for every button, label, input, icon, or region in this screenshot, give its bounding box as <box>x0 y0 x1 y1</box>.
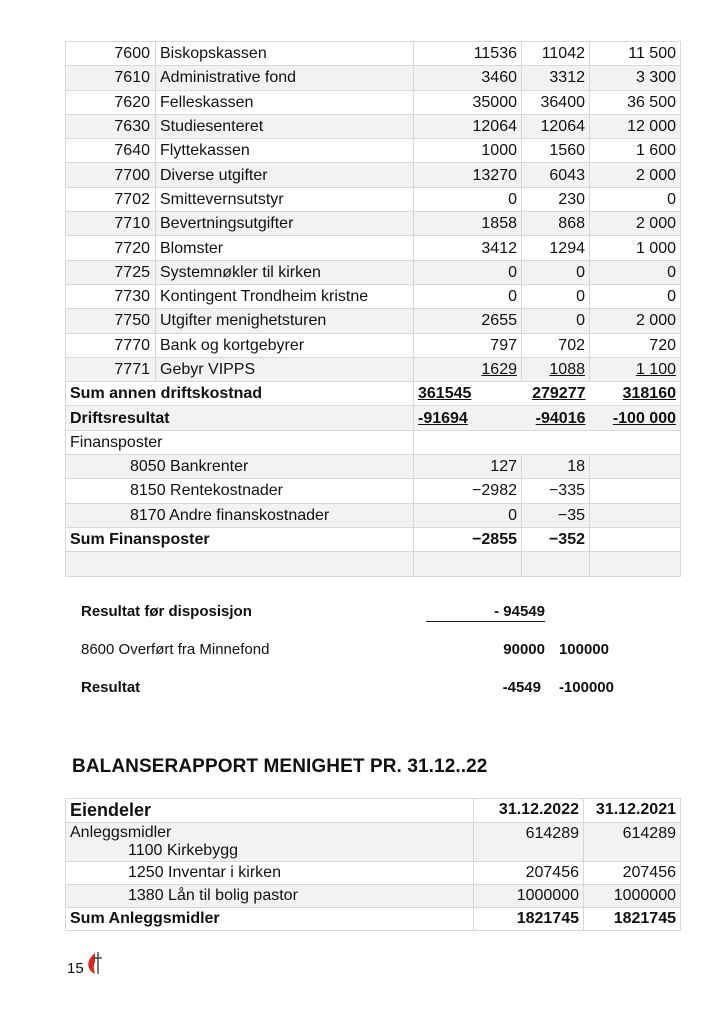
anleggsmidler-cell <box>66 823 474 862</box>
table-row <box>66 309 681 333</box>
value-col3: 2 000 <box>590 309 681 333</box>
value-col3: 12 000 <box>590 114 681 138</box>
value-col3: 2 000 <box>590 163 681 187</box>
resultat-label: Resultat <box>81 679 141 696</box>
table-row <box>66 212 681 236</box>
account-name: Blomster <box>156 236 414 260</box>
table-row <box>66 823 681 862</box>
table-row <box>66 163 681 187</box>
balance-item-label: 1380 Lån til bolig pastor <box>66 885 474 908</box>
value-col2: 230 <box>522 187 590 211</box>
value-col2: 36400 <box>522 90 590 114</box>
table-row <box>66 114 681 138</box>
value-col1: 0 <box>414 284 522 308</box>
table-row <box>66 479 681 503</box>
value-col3: 11 500 <box>590 42 681 66</box>
value-col1: 1629 <box>414 357 522 381</box>
driftsresultat-label: Driftsresultat <box>66 406 414 430</box>
finansposter-label: Finansposter <box>66 430 414 454</box>
table-row <box>66 42 681 66</box>
eiendeler-header: Eiendeler <box>66 799 474 823</box>
driftsresultat-col2: -94016 <box>522 406 590 430</box>
account-code: 7750 <box>66 309 156 333</box>
table-row <box>66 236 681 260</box>
balance-col2: 614289 <box>584 823 681 862</box>
sum-annen-row <box>66 382 681 406</box>
balance-item-label: 1250 Inventar i kirken <box>66 862 474 885</box>
overfort-col2: 100000 <box>558 641 609 658</box>
balance-col1: 614289 <box>474 823 584 862</box>
account-name: Gebyr VIPPS <box>156 357 414 381</box>
driftsresultat-row <box>66 406 681 430</box>
sum-anleggsmidler-col1: 1821745 <box>474 908 584 931</box>
empty-cell <box>590 527 681 551</box>
value-col2: 11042 <box>522 42 590 66</box>
value-col2: 868 <box>522 212 590 236</box>
balance-title: BALANSERAPPORT MENIGHET PR. 31.12..22 <box>72 756 488 777</box>
value-col3: 0 <box>590 187 681 211</box>
finansposter-header-row <box>66 430 681 454</box>
account-code: 7770 <box>66 333 156 357</box>
finans-label: 8050 Bankrenter <box>66 455 414 479</box>
account-name: Flyttekassen <box>156 139 414 163</box>
value-col3: 0 <box>590 284 681 308</box>
empty-cell <box>590 503 681 527</box>
table-row <box>66 90 681 114</box>
value-col2: 12064 <box>522 114 590 138</box>
value-col3: 0 <box>590 260 681 284</box>
sum-finans-col1: −2855 <box>414 527 522 551</box>
empty-cell <box>66 552 414 576</box>
account-name: Studiesenteret <box>156 114 414 138</box>
account-code: 7720 <box>66 236 156 260</box>
value-col2: 3312 <box>522 66 590 90</box>
table-row <box>66 862 681 885</box>
value-col1: 35000 <box>414 90 522 114</box>
account-code: 7710 <box>66 212 156 236</box>
balance-col2: 1000000 <box>584 885 681 908</box>
empty-cell <box>590 455 681 479</box>
empty-row <box>66 552 681 576</box>
table-row <box>66 885 681 908</box>
cross-and-flame-icon <box>86 950 104 976</box>
empty-cell <box>414 430 681 454</box>
value-col2: 0 <box>522 260 590 284</box>
value-col1: 0 <box>414 260 522 284</box>
sum-finansposter-row <box>66 527 681 551</box>
value-col1: 11536 <box>414 42 522 66</box>
sum-anleggsmidler-col2: 1821745 <box>584 908 681 931</box>
sum-col3: 318160 <box>590 382 681 406</box>
sum-col2: 279277 <box>522 382 590 406</box>
account-name: Administrative fond <box>156 66 414 90</box>
value-col1: 1858 <box>414 212 522 236</box>
value-col3: 2 000 <box>590 212 681 236</box>
table-row <box>66 503 681 527</box>
account-code: 7771 <box>66 357 156 381</box>
table-row <box>66 187 681 211</box>
value-col2: 1088 <box>522 357 590 381</box>
table-row <box>66 455 681 479</box>
page-number: 15 <box>67 960 84 977</box>
value-col1: 3460 <box>414 66 522 90</box>
account-code: 7730 <box>66 284 156 308</box>
finans-col1: 127 <box>414 455 522 479</box>
account-code: 7620 <box>66 90 156 114</box>
balance-col2: 207456 <box>584 862 681 885</box>
finans-label: 8170 Andre finanskostnader <box>66 503 414 527</box>
table-row <box>66 260 681 284</box>
account-code: 7600 <box>66 42 156 66</box>
account-code: 7640 <box>66 139 156 163</box>
driftsresultat-col3: -100 000 <box>590 406 681 430</box>
sum-finans-col2: −352 <box>522 527 590 551</box>
value-col1: 797 <box>414 333 522 357</box>
value-col2: 1560 <box>522 139 590 163</box>
empty-cell <box>590 479 681 503</box>
sum-anleggsmidler-label: Sum Anleggsmidler <box>66 908 474 931</box>
account-name: Felleskassen <box>156 90 414 114</box>
balance-sum-row <box>66 908 681 931</box>
account-code: 7702 <box>66 187 156 211</box>
value-col2: 0 <box>522 284 590 308</box>
finans-col2: −335 <box>522 479 590 503</box>
value-col1: 12064 <box>414 114 522 138</box>
account-code: 7700 <box>66 163 156 187</box>
resultat-for-disposisjon-label: Resultat før disposisjon <box>81 603 252 620</box>
sum-col1: 361545 <box>414 382 522 406</box>
value-col1: 3412 <box>414 236 522 260</box>
account-code: 7610 <box>66 66 156 90</box>
value-col3: 3 300 <box>590 66 681 90</box>
table-row <box>66 357 681 381</box>
finans-col2: −35 <box>522 503 590 527</box>
empty-cell <box>522 552 590 576</box>
finans-col1: 0 <box>414 503 522 527</box>
empty-cell <box>414 552 522 576</box>
value-col2: 702 <box>522 333 590 357</box>
account-code: 7725 <box>66 260 156 284</box>
value-col3: 36 500 <box>590 90 681 114</box>
balance-header-row <box>66 799 681 823</box>
overfort-label: 8600 Overført fra Minnefond <box>81 641 270 658</box>
sum-label: Sum annen driftskostnad <box>66 382 414 406</box>
value-col1: 1000 <box>414 139 522 163</box>
value-col3: 1 600 <box>590 139 681 163</box>
table-row <box>66 284 681 308</box>
driftsresultat-col1: -91694 <box>414 406 522 430</box>
value-col1: 0 <box>414 187 522 211</box>
account-name: Diverse utgifter <box>156 163 414 187</box>
finans-col2: 18 <box>522 455 590 479</box>
value-col3: 1 100 <box>590 357 681 381</box>
value-col3: 1 000 <box>590 236 681 260</box>
account-name: Bevertningsutgifter <box>156 212 414 236</box>
table-row <box>66 139 681 163</box>
value-col1: 13270 <box>414 163 522 187</box>
account-name: Biskopskassen <box>156 42 414 66</box>
value-col2: 1294 <box>522 236 590 260</box>
anleggsmidler-label: Anleggsmidler <box>70 824 172 841</box>
balance-col1: 207456 <box>474 862 584 885</box>
table-row <box>66 333 681 357</box>
empty-cell <box>590 552 681 576</box>
account-code: 7630 <box>66 114 156 138</box>
balance-col1: 1000000 <box>474 885 584 908</box>
account-name: Systemnøkler til kirken <box>156 260 414 284</box>
value-col1: 2655 <box>414 309 522 333</box>
account-name: Utgifter menighetsturen <box>156 309 414 333</box>
date-col2-header: 31.12.2021 <box>584 799 681 823</box>
resultat-col1: -4549 <box>502 679 541 696</box>
value-col3: 720 <box>590 333 681 357</box>
finans-col1: −2982 <box>414 479 522 503</box>
account-name: Bank og kortgebyrer <box>156 333 414 357</box>
sum-finans-label: Sum Finansposter <box>66 527 414 551</box>
balance-item-label: 1100 Kirkebygg <box>128 842 238 859</box>
account-name: Smittevernsutstyr <box>156 187 414 211</box>
account-name: Kontingent Trondheim kristne <box>156 284 414 308</box>
finans-label: 8150 Rentekostnader <box>66 479 414 503</box>
resultat-for-disposisjon-value: - 94549 <box>426 603 545 622</box>
value-col2: 6043 <box>522 163 590 187</box>
balance-table <box>65 798 681 931</box>
overfort-col1: 90000 <box>503 641 545 658</box>
budget-table <box>65 41 681 577</box>
date-col1-header: 31.12.2022 <box>474 799 584 823</box>
resultat-col2: -100000 <box>558 679 614 696</box>
table-row <box>66 66 681 90</box>
value-col2: 0 <box>522 309 590 333</box>
